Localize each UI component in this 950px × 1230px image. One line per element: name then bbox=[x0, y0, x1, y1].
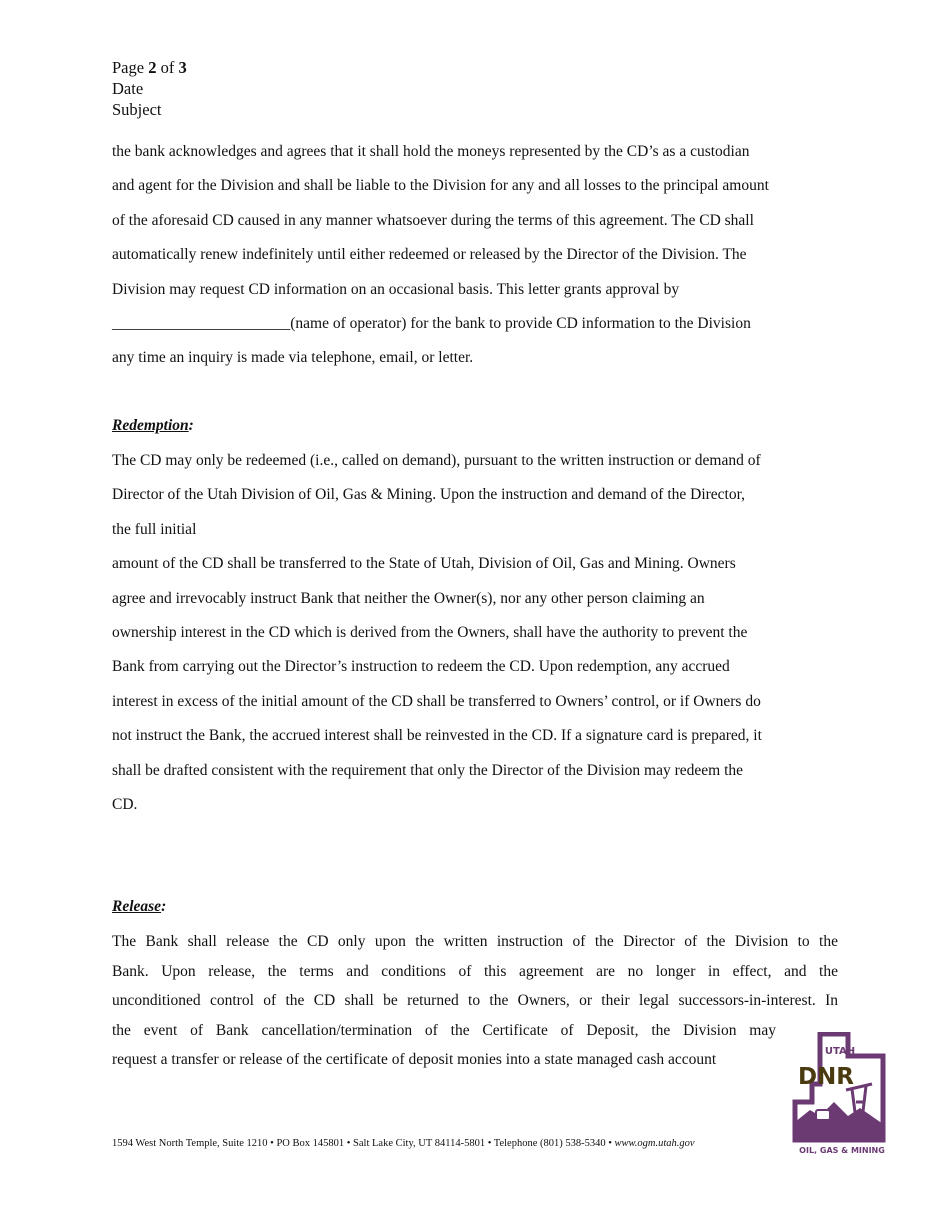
utah-state-outline-icon bbox=[790, 1032, 890, 1156]
intro-paragraph bbox=[112, 142, 838, 383]
paragraph-line: ownership interest in the CD which is derived from the Owners, shall have the authority to prevent the bbox=[112, 623, 748, 641]
paragraph-line: Bank from carrying out the Director’s instruction to redeem the CD. Upon redemption, any accrued bbox=[112, 658, 730, 676]
paragraph-line: Division may request CD information on an occasional basis. This letter grants approval by bbox=[112, 280, 680, 298]
paragraph-line: CD. bbox=[112, 795, 138, 813]
paragraph-line: request a transfer or release of the certificate of deposit monies into a state managed cash account bbox=[112, 1051, 717, 1068]
paragraph-line: amount of the CD shall be transferred to the State of Utah, Division of Oil, Gas and Mining. Owners bbox=[112, 555, 736, 573]
paragraph-line: automatically renew indefinitely until either redeemed or released by the Director of the Division. The bbox=[112, 246, 747, 264]
paragraph-line: _______________________(name of operator) for the bank to provide CD information to the Division bbox=[112, 314, 751, 332]
logo-utah-text: UTAH bbox=[824, 1046, 856, 1057]
paragraph-line: the full initial bbox=[112, 520, 197, 538]
paragraph-line: agree and irrevocably instruct Bank that neither the Owner(s), nor any other person claiming an bbox=[112, 589, 705, 607]
logo-dnr-text: DNR bbox=[797, 1064, 855, 1090]
paragraph-line: any time an inquiry is made via telephone, email, or letter. bbox=[112, 349, 474, 367]
paragraph-line: of the aforesaid CD caused in any manner whatsoever during the terms of this agreement. The CD shall bbox=[112, 211, 754, 229]
paragraph-line: shall be drafted consistent with the requirement that only the Director of the Division may redeem the bbox=[112, 761, 744, 779]
paragraph-line: and agent for the Division and shall be liable to the Division for any and all losses to the principal amount bbox=[112, 177, 769, 195]
paragraph-line: The CD may only be redeemed (i.e., called on demand), pursuant to the written instruction or demand of bbox=[112, 452, 761, 469]
paragraph-line: Director of the Utah Division of Oil, Gas & Mining. Upon the instruction and demand of the Director, bbox=[112, 486, 746, 504]
paragraph-line: the event of Bank cancellation/termination of the Certificate of Deposit, the Division may bbox=[112, 1021, 776, 1039]
paragraph-line: unconditioned control of the CD shall be returned to the Owners, or their legal successors-in-interest. In bbox=[112, 992, 838, 1009]
footer-website: www.ogm.utah.gov bbox=[614, 1138, 695, 1149]
paragraph-line: Bank. Upon release, the terms and conditions of this agreement are no longer in effect, and the bbox=[112, 962, 838, 980]
subject-label: Subject bbox=[112, 100, 162, 119]
date-label: Date bbox=[112, 79, 144, 98]
page-header bbox=[112, 57, 187, 120]
page-indicator: Page 2 of 3 bbox=[112, 58, 187, 77]
footer-address: 1594 West North Temple, Suite 1210 • PO Box 145801 • Salt Lake City, UT 84114-5801 • Telephone (801) 538-5340 • bbox=[112, 1138, 615, 1149]
logo-oil-gas-mining-text: OIL, GAS & MINING bbox=[799, 1146, 885, 1155]
paragraph-line: not instruct the Bank, the accrued interest shall be reinvested in the CD. If a signature card is prepared, it bbox=[112, 727, 762, 745]
utah-dnr-logo bbox=[790, 1032, 890, 1156]
release-paragraph bbox=[112, 927, 838, 1075]
letterhead-footer bbox=[112, 1138, 695, 1149]
redemption-paragraph bbox=[112, 451, 838, 829]
redemption-heading: Redemption: bbox=[112, 417, 194, 434]
paragraph-line: the bank acknowledges and agrees that it shall hold the moneys represented by the CD’s as a custodian bbox=[112, 143, 750, 160]
paragraph-line: interest in excess of the initial amount of the CD shall be transferred to Owners’ control, or if Owners do bbox=[112, 692, 761, 710]
release-heading: Release: bbox=[112, 898, 167, 915]
paragraph-line: The Bank shall release the CD only upon the written instruction of the Director of the Division to the bbox=[112, 933, 838, 950]
